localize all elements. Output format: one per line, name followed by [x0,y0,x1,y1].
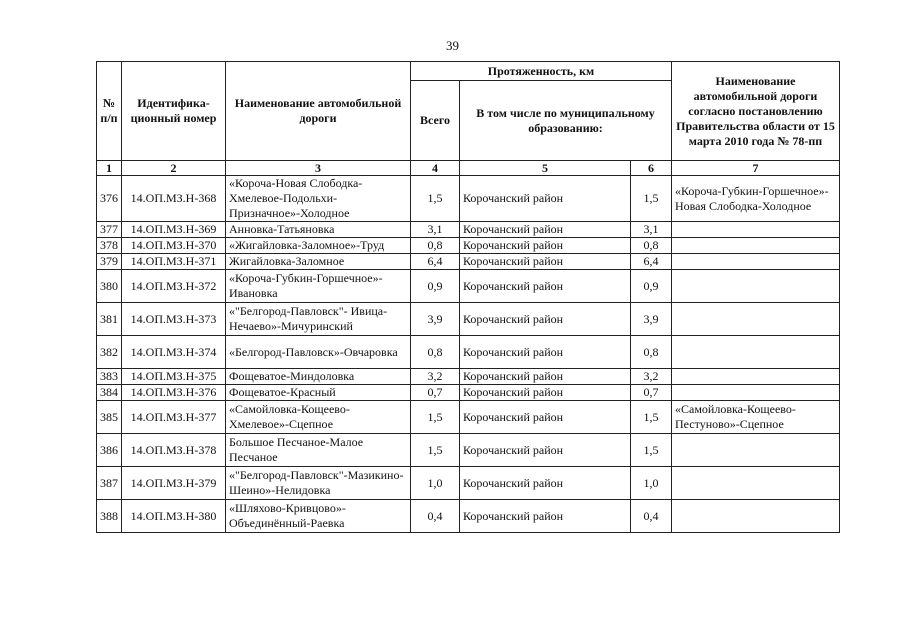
row-road-name: Большое Песчаное-Малое Песчаное [226,434,411,467]
row-decree-name: «Короча-Губкин-Горшечное»-Новая Слободка-Холодное [672,176,840,222]
table-row [97,270,840,303]
table-row [97,467,840,500]
row-municipality: Корочанский район [460,238,631,254]
row-municipality: Корочанский район [460,369,631,385]
row-total-length: 0,7 [411,385,460,401]
row-identifier: 14.ОП.МЗ.Н-377 [122,401,226,434]
row-identifier: 14.ОП.МЗ.Н-370 [122,238,226,254]
row-municipality-length: 0,7 [631,385,672,401]
row-municipality: Корочанский район [460,270,631,303]
row-municipality-length: 1,5 [631,434,672,467]
row-total-length: 1,5 [411,401,460,434]
row-identifier: 14.ОП.МЗ.Н-374 [122,336,226,369]
row-municipality: Корочанский район [460,500,631,533]
column-number-4: 4 [411,161,460,176]
row-decree-name [672,467,840,500]
row-total-length: 3,9 [411,303,460,336]
table-body [97,176,840,533]
table-row [97,369,840,385]
row-decree-name [672,303,840,336]
row-total-length: 0,8 [411,336,460,369]
row-municipality-length: 0,9 [631,270,672,303]
table-row [97,401,840,434]
row-decree-name [672,369,840,385]
row-decree-name [672,270,840,303]
header-id: Идентифика-ционный номер [122,62,226,161]
row-decree-name [672,238,840,254]
row-total-length: 6,4 [411,254,460,270]
column-number-7: 7 [672,161,840,176]
row-number: 385 [97,401,122,434]
row-municipality-length: 3,2 [631,369,672,385]
table-row [97,434,840,467]
row-number: 388 [97,500,122,533]
header-total: Всего [411,81,460,161]
row-municipality: Корочанский район [460,254,631,270]
row-number: 384 [97,385,122,401]
table-row [97,238,840,254]
table-row [97,500,840,533]
row-municipality: Корочанский район [460,303,631,336]
row-total-length: 0,8 [411,238,460,254]
row-number: 387 [97,467,122,500]
row-decree-name [672,254,840,270]
column-numbers-row [97,161,840,176]
row-municipality: Корочанский район [460,176,631,222]
table-row [97,254,840,270]
row-municipality: Корочанский район [460,385,631,401]
page-number: 39 [446,38,459,53]
column-number-3: 3 [226,161,411,176]
column-number-6: 6 [631,161,672,176]
row-road-name: Анновка-Татьяновка [226,222,411,238]
row-identifier: 14.ОП.МЗ.Н-369 [122,222,226,238]
header-length-group: Протяженность, км [411,62,672,81]
row-municipality: Корочанский район [460,222,631,238]
column-number-1: 1 [97,161,122,176]
row-identifier: 14.ОП.МЗ.Н-375 [122,369,226,385]
row-municipality: Корочанский район [460,401,631,434]
header-num: № п/п [97,62,122,161]
row-road-name: «Самойловка-Кощеево-Хмелевое»-Сцепное [226,401,411,434]
row-number: 381 [97,303,122,336]
table-row [97,222,840,238]
row-municipality-length: 0,4 [631,500,672,533]
row-number: 376 [97,176,122,222]
column-number-2: 2 [122,161,226,176]
row-municipality-length: 0,8 [631,336,672,369]
row-number: 382 [97,336,122,369]
row-municipality: Корочанский район [460,467,631,500]
column-number-5: 5 [460,161,631,176]
row-identifier: 14.ОП.МЗ.Н-372 [122,270,226,303]
row-number: 386 [97,434,122,467]
row-identifier: 14.ОП.МЗ.Н-373 [122,303,226,336]
row-municipality-length: 3,9 [631,303,672,336]
header-road-name: Наименование автомобильной дороги [226,62,411,161]
row-decree-name [672,500,840,533]
row-municipality-length: 1,5 [631,401,672,434]
row-identifier: 14.ОП.МЗ.Н-368 [122,176,226,222]
header-including: В том числе по муниципальному образованию: [460,81,672,161]
row-road-name: Жигайловка-Заломное [226,254,411,270]
row-decree-name [672,336,840,369]
row-decree-name [672,222,840,238]
row-identifier: 14.ОП.МЗ.Н-371 [122,254,226,270]
row-road-name: «Шляхово-Кривцово»-Объединённый-Раевка [226,500,411,533]
row-number: 380 [97,270,122,303]
table-row [97,336,840,369]
row-decree-name [672,385,840,401]
row-road-name: Фощеватое-Красный [226,385,411,401]
roads-table [96,61,840,533]
row-total-length: 3,2 [411,369,460,385]
row-road-name: «Жигайловка-Заломное»-Труд [226,238,411,254]
row-number: 377 [97,222,122,238]
row-municipality: Корочанский район [460,336,631,369]
row-total-length: 3,1 [411,222,460,238]
row-total-length: 1,5 [411,434,460,467]
row-number: 378 [97,238,122,254]
row-identifier: 14.ОП.МЗ.Н-376 [122,385,226,401]
row-decree-name [672,434,840,467]
row-municipality-length: 1,5 [631,176,672,222]
row-identifier: 14.ОП.МЗ.Н-379 [122,467,226,500]
row-road-name: «Белгород-Павловск»-Овчаровка [226,336,411,369]
row-road-name: «"Белгород-Павловск"- Ивица-Нечаево»-Мичуринский [226,303,411,336]
table-row [97,303,840,336]
row-total-length: 1,5 [411,176,460,222]
row-municipality-length: 6,4 [631,254,672,270]
row-total-length: 1,0 [411,467,460,500]
row-decree-name: «Самойловка-Кощеево-Пестуново»-Сцепное [672,401,840,434]
row-total-length: 0,9 [411,270,460,303]
table-row [97,176,840,222]
row-road-name: «Короча-Губкин-Горшечное»-Ивановка [226,270,411,303]
row-municipality-length: 1,0 [631,467,672,500]
header-decree-name: Наименование автомобильной дороги согласно постановлению Правительства области от 15 марта 2010 года № 78-пп [672,62,840,161]
row-number: 383 [97,369,122,385]
row-road-name: Фощеватое-Миндоловка [226,369,411,385]
row-identifier: 14.ОП.МЗ.Н-378 [122,434,226,467]
row-municipality-length: 0,8 [631,238,672,254]
row-road-name: «Короча-Новая Слободка-Хмелевое-Подольхи-Призначное»-Холодное [226,176,411,222]
table-row [97,385,840,401]
row-total-length: 0,4 [411,500,460,533]
row-municipality: Корочанский район [460,434,631,467]
row-number: 379 [97,254,122,270]
row-identifier: 14.ОП.МЗ.Н-380 [122,500,226,533]
row-road-name: «"Белгород-Павловск"-Мазикино-Шеино»-Нелидовка [226,467,411,500]
row-municipality-length: 3,1 [631,222,672,238]
